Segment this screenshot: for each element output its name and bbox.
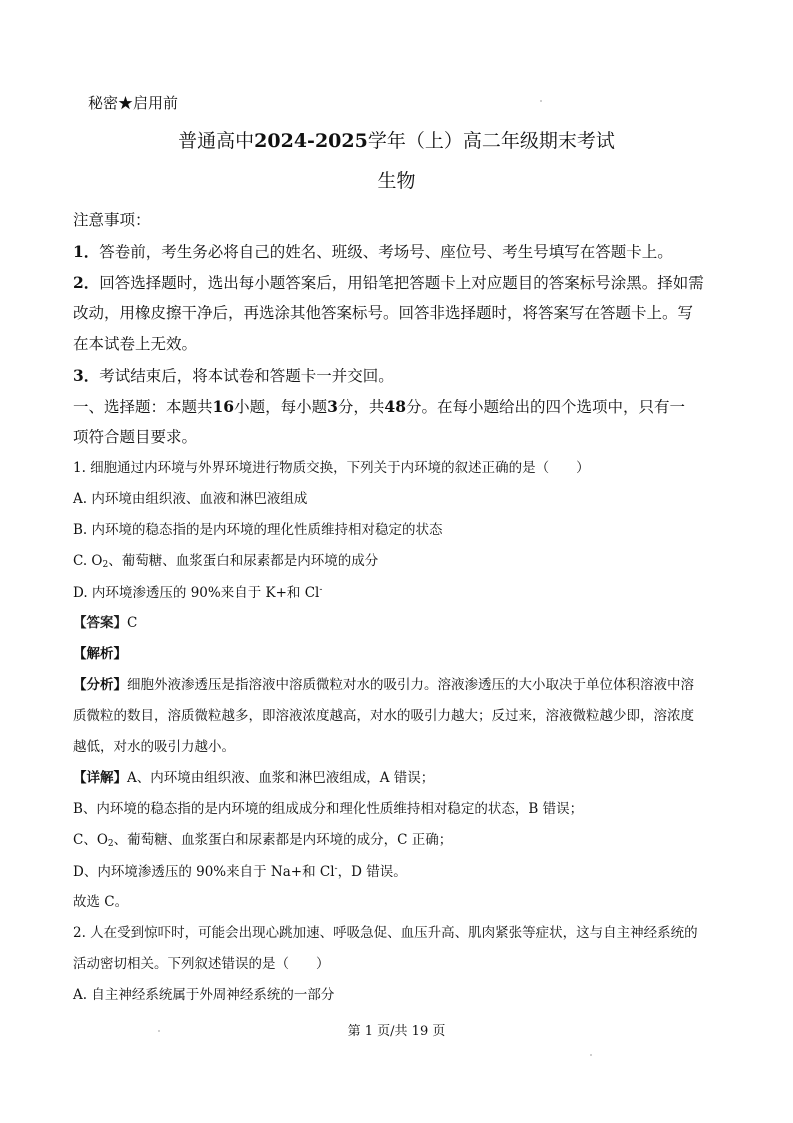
fenxi-line-3: 越低，对水的吸引力越小。 [73,739,235,755]
conclusion: 故选 C。 [73,894,129,910]
notice-heading: 注意事项： [73,211,151,229]
option-d-text: D. 内环境渗透压的 90%来自于 K+和 Cl [73,585,320,601]
scan-speck [158,1030,160,1032]
section-1-text-e: 分，共 [337,398,385,416]
notice-item-3-number: 3． [73,366,100,385]
detail-line-d [73,865,733,880]
detail-line-c [73,834,733,849]
fenxi-line-2: 质微粒的数目，溶质微粒越多，即溶液浓度越高，对水的吸引力越大；反过来，溶液微粒越少即，溶浓度 [73,708,694,724]
exam-title [0,132,793,151]
question-1-stem: 1. 细胞通过内环境与外界环境进行物质交换，下列关于内环境的叙述正确的是（ ） [73,460,590,476]
notice-item-2 [73,275,733,292]
scan-speck [540,100,542,102]
detail-line-a [73,772,733,786]
question-1-option-b: B. 内环境的稳态指的是内环境的理化性质维持相对稳定的状态 [73,522,443,538]
section-1-text-g: 分。在每小题给出的四个选项中，只有一 [406,398,686,416]
section-1-heading-end: 项符合题目要求。 [73,428,198,446]
notice-item-1-text: 答卷前，考生务必将自己的姓名、班级、考场号、座位号、考生号填写在答题卡上。 [99,243,673,261]
title-years: 2024-2025 [254,130,368,152]
detail-d-superscript: - [334,864,338,874]
confidential-mark: 秘密★启用前 [88,94,179,112]
answer-line [73,617,733,631]
detail-line-b: B、内环境的稳态指的是内环境的组成成分和理化性质维持相对稳定的状态，B 错误； [73,801,584,817]
answer-tag: 【答案】 [73,615,127,631]
analysis-tag: 【解析】 [73,646,127,662]
detail-d-text-a: D、内环境渗透压的 90%来自于 Na+和 Cl [73,864,335,880]
question-2-stem-end: 活动密切相关。下列叙述错误的是（ ） [73,956,330,972]
notice-item-2-continued: 改动，用橡皮擦干净后，再选涂其他答案标号。回答非选择题时，将答案写在答题卡上。写 [73,304,694,322]
notice-item-2-end: 在本试卷上无效。 [73,335,198,353]
notice-item-3 [73,368,733,385]
notice-item-1-number: 1． [73,242,100,261]
section-1-text-c: 小题，每小题 [234,398,328,416]
section-1-text-a: 一、选择题：本题共 [73,398,213,416]
detail-a-text: A、内环境由组织液、血浆和淋巴液组成，A 错误； [127,770,435,786]
title-prefix: 普通高中 [178,130,255,152]
option-c-subscript: 2 [102,560,109,570]
fenxi-line-1 [73,679,733,693]
option-d-superscript: - [319,585,323,595]
question-1-option-d [73,586,733,601]
notice-item-3-text: 考试结束后，将本试卷和答题卡一并交回。 [99,367,394,385]
total-points: 48 [384,397,406,416]
title-suffix: 学年（上）高二年级期末考试 [367,130,615,152]
fenxi-text-1: 细胞外液渗透压是指溶液中溶质微粒对水的吸引力。溶液渗透压的大小取决于单位体积溶液中溶 [127,677,694,693]
section-1-heading [73,399,733,416]
subject-title: 生物 [377,170,416,192]
detail-d-text-b: ，D 错误。 [337,864,407,880]
fenxi-tag: 【分析】 [73,677,127,693]
question-count: 16 [212,397,235,416]
points-per-question: 3 [327,397,338,416]
notice-item-2-text: 回答选择题时，选出每小题答案后，用铅笔把答题卡上对应题目的答案标号涂黑。择如需 [99,274,704,292]
detail-c-text-a: C、O [73,832,108,848]
notice-item-1 [73,244,733,261]
page-footer: 第 1 页/共 19 页 [347,1024,446,1039]
scan-speck [590,1054,592,1056]
notice-item-2-number: 2． [73,273,100,292]
question-1-option-a: A. 内环境由组织液、血液和淋巴液组成 [73,491,308,507]
question-2-stem: 2. 人在受到惊吓时，可能会出现心跳加速、呼吸急促、血压升高、肌肉紧张等症状，这与自主神经系统的 [73,925,698,941]
question-2-option-a: A. 自主神经系统属于外周神经系统的一部分 [73,987,335,1003]
answer-value: C [127,615,138,631]
detail-c-text-b: 、葡萄糖、血浆蛋白和尿素都是内环境的成分，C 正确； [113,832,453,848]
detail-c-subscript: 2 [107,839,114,849]
detail-tag: 【详解】 [73,770,127,786]
option-c-text-b: 、葡萄糖、血浆蛋白和尿素都是内环境的成分 [108,553,379,569]
option-c-text-a: C. O [73,553,103,569]
question-1-option-c [73,555,733,570]
